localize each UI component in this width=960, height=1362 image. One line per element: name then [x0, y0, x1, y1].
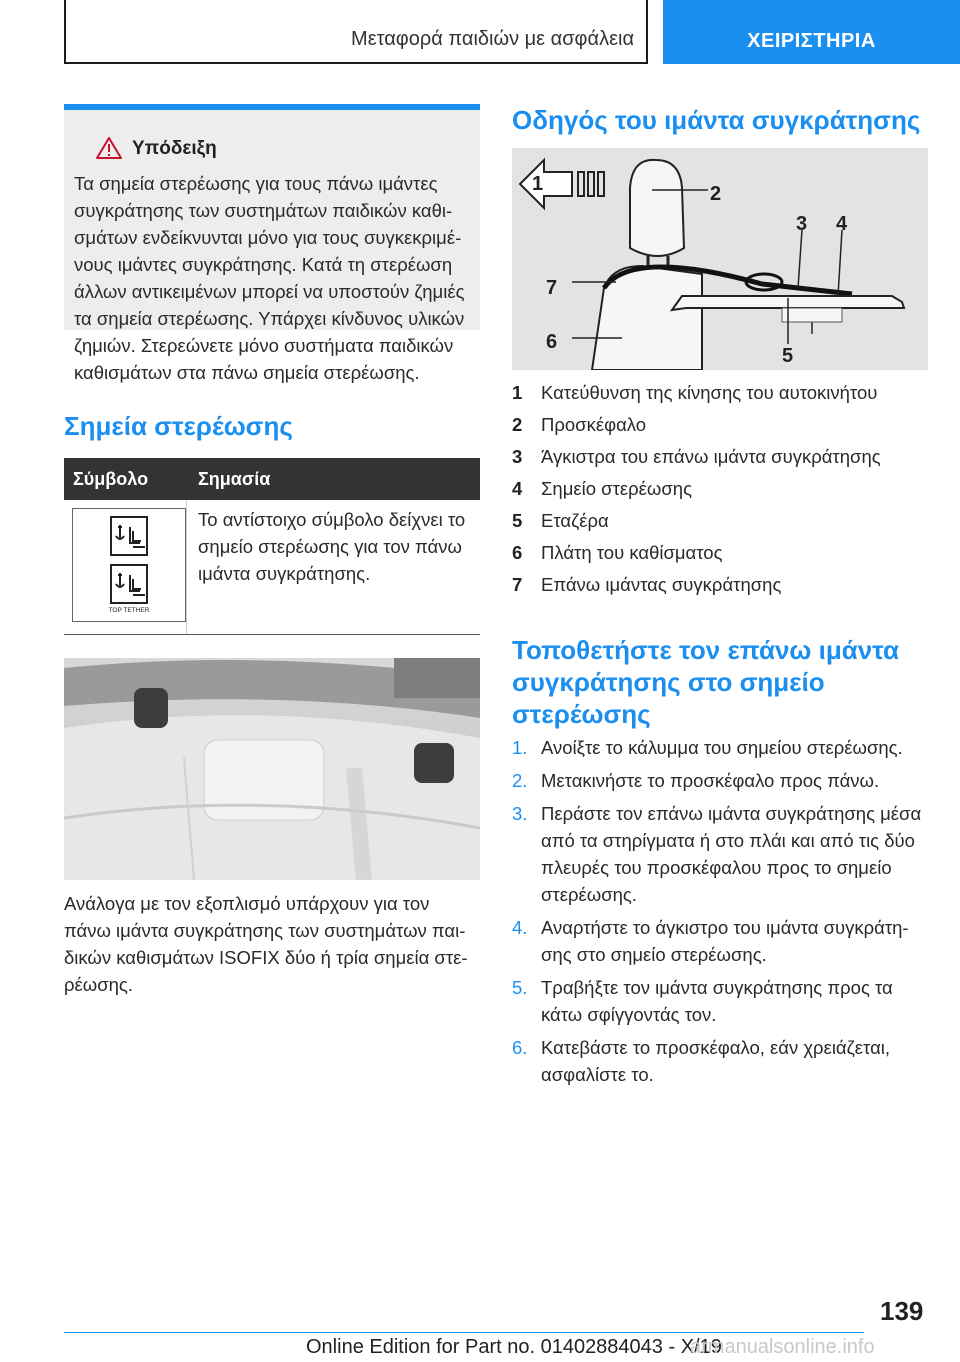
step-number: 4.: [512, 917, 528, 938]
step-number: 3.: [512, 803, 528, 824]
section-tab[interactable]: ΧΕΙΡΙΣΤΗΡΙΑ: [663, 0, 960, 64]
list-item: [512, 914, 928, 968]
rear-seat-photo: [64, 658, 480, 880]
photo-caption: Ανάλογα με τον εξοπλισμό υπάρχουν για τον πάνω ιμάντα συγκράτησης των συστημάτων παιδικών καθισμάτων ISOFIX δύο ή τρία σημεία στερέωσης.: [64, 893, 468, 995]
list-item: [512, 767, 928, 794]
step-number: 2.: [512, 770, 528, 791]
step-text: Περάστε τον επάνω ιμάντα συγκράτησης μέσα από τα στηρίγματα ή στο πλάι και από τις δύο πλευρές του προσκέφαλου προς το σημείο στερέωσης.: [541, 803, 922, 905]
steps-heading: Τοποθετήστε τον επάνω ιμάντα συγκράτησης στο σημείο στερέωσης: [512, 635, 900, 729]
diagram-label-7: 7: [546, 277, 558, 299]
table-header: [64, 458, 480, 500]
footer-divider: [64, 1332, 864, 1333]
step-number: 5.: [512, 977, 528, 998]
headrest-shape: [630, 160, 684, 256]
legend-label: Προσκέφαλο: [541, 414, 647, 435]
list-item: [512, 510, 928, 542]
list-item: [512, 1034, 928, 1088]
warning-box: [64, 104, 480, 383]
list-item: [512, 542, 928, 574]
list-item: [512, 734, 928, 761]
legend-label: Άγκιστρα του επάνω ιμάντα συγκράτησης: [541, 446, 881, 467]
step-text: Ανοίξτε το κάλυμμα του σημείου στερέωσης.: [541, 737, 903, 758]
step-text: Μετακινήστε το προσκέφαλο προς πάνω.: [541, 770, 880, 791]
legend-label: Εταζέρα: [541, 510, 609, 531]
diagram-label-1: 1: [532, 173, 544, 195]
anchor-points-heading: Σημεία στερέωσης: [64, 411, 293, 441]
diagram-label-2: 2: [710, 183, 722, 205]
diagram-label-4: 4: [836, 213, 848, 235]
child-seat-anchor-icon: [73, 509, 185, 621]
legend-number: 4: [512, 478, 523, 499]
diagram-label-3: 3: [796, 213, 808, 235]
step-number: 1.: [512, 737, 528, 758]
list-item: [512, 974, 928, 1028]
legend-label: Κατεύθυνση της κίνησης του αυτοκινήτου: [541, 382, 878, 403]
diagram-label-6: 6: [546, 331, 558, 353]
step-number: 6.: [512, 1037, 528, 1058]
step-text: Κατεβάστε το προσκέφαλο, εάν χρειάζεται, ασφαλίστε το.: [541, 1037, 891, 1085]
table-header-symbol: Σύμβολο: [73, 469, 149, 489]
legend-number: 6: [512, 542, 523, 563]
warning-title: Υπόδειξη: [132, 138, 217, 159]
left-column: [64, 104, 480, 995]
top-tether-label: TOP TETHER: [108, 607, 150, 614]
legend-number: 3: [512, 446, 523, 467]
list-item: [512, 382, 928, 414]
step-text: Τραβήξτε τον ιμάντα συγκράτησης προς τα κάτω σφίγγοντάς τον.: [541, 977, 893, 1025]
watermark: armanualsonline.info: [690, 1336, 875, 1358]
list-item: [512, 800, 928, 908]
symbol-box: [72, 508, 186, 622]
diagram-label-5: 5: [782, 345, 794, 367]
table-row: [64, 500, 480, 635]
warning-triangle-icon: [96, 136, 122, 160]
guide-heading: Οδηγός του ιμάντα συγκράτησης: [512, 105, 921, 135]
column-separator: [186, 500, 187, 634]
list-item: [512, 414, 928, 446]
legend-label: Σημείο στερέωσης: [541, 478, 692, 499]
table-header-meaning: Σημασία: [198, 469, 271, 489]
diagram-legend: [512, 382, 928, 606]
list-item: [512, 478, 928, 510]
page-header: [64, 0, 960, 66]
symbol-table: [64, 458, 480, 635]
legend-label: Επάνω ιμάντας συγκράτησης: [541, 574, 782, 595]
legend-number: 7: [512, 574, 523, 595]
warning-text: Τα σημεία στερέωσης για τους πάνω ιμάντες συγκράτησης των συστημάτων παιδικών καθισμάτων ενδείκνυνται μόνο για τους συγκεκριμένους ιμάντες συγκράτησης. Κατά τη στερέωση άλλων αντικειμένων μπορεί να υποστούν ζημιές τα σημεία στερέωσης. Υπάρχει κίνδυνος υλικών ζημιών. Στερεώνετε μόνο συστήματα παιδικών καθισμάτων στα πάνω σημεία στερέωσης.: [74, 173, 465, 383]
steps-list: [512, 734, 928, 1094]
legend-number: 2: [512, 414, 523, 435]
legend-number: 1: [512, 382, 523, 403]
tether-diagram: [512, 148, 928, 370]
list-item: [512, 446, 928, 478]
edition-text: Online Edition for Part no. 01402884043 - X/19: [306, 1336, 722, 1358]
symbol-meaning: Το αντίστοιχο σύμβολο δείχνει το σημείο στερέωσης για τον πάνω ιμάντα συγκράτησης.: [198, 509, 466, 584]
list-item: [512, 574, 928, 606]
header-frame: [64, 0, 648, 64]
legend-label: Πλάτη του καθίσματος: [541, 542, 723, 563]
legend-number: 5: [512, 510, 523, 531]
step-text: Αναρτήστε το άγκιστρο του ιμάντα συγκράτησης στο σημείο στερέωσης.: [541, 917, 909, 965]
page-number: 139: [880, 1296, 924, 1326]
chapter-title: Μεταφορά παιδιών με ασφάλεια: [351, 28, 634, 50]
